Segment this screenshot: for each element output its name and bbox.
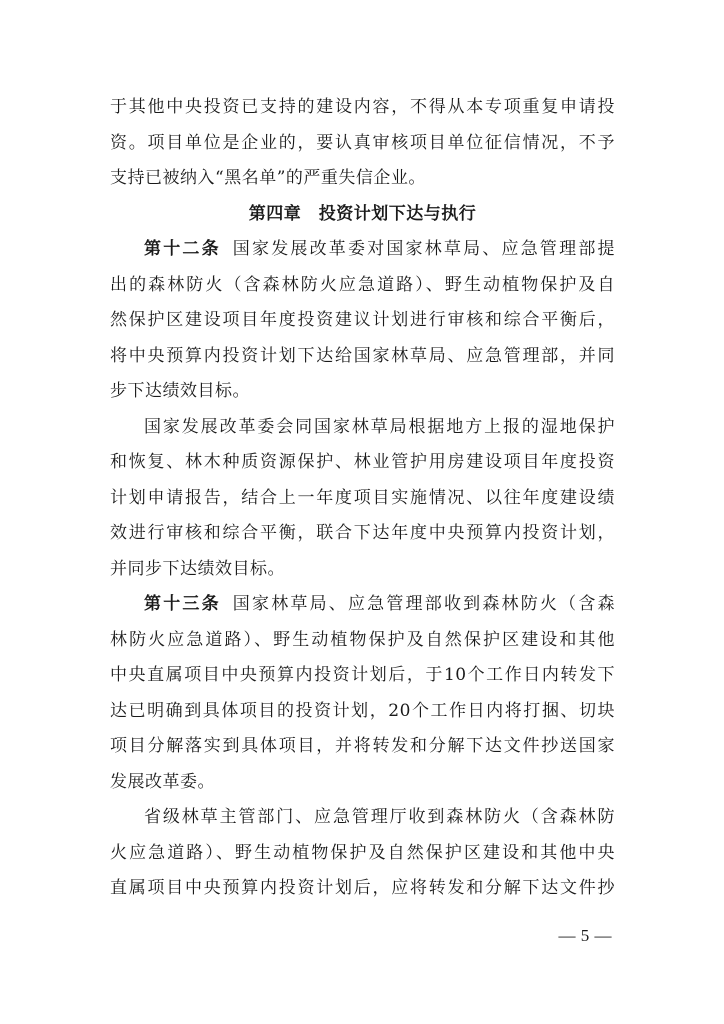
article-text: 国家林草局、应急管理部收到森林防火（含森	[232, 594, 616, 614]
text-line: 然保护区建设项目年度投资建议计划进行审核和综合平衡后，	[110, 310, 615, 330]
text-line: 步下达绩效目标。	[110, 381, 250, 401]
text-line: 国家发展改革委会同国家林草局根据地方上报的湿地保护	[144, 416, 615, 437]
paragraph-provincial	[110, 800, 615, 907]
text-line: 将中央预算内投资计划下达给国家林草局、应急管理部，并同	[110, 345, 615, 366]
text-line: 和恢复、林木种质资源保护、林业管护用房建设项目年度投资	[110, 452, 615, 472]
text-line: 直属项目中央预算内投资计划后，应将转发和分解下达文件抄	[110, 878, 615, 898]
text-line: 发展改革委。	[110, 771, 215, 792]
text-line: 于其他中央投资已支持的建设内容，不得从本专项重复申请投	[110, 97, 615, 117]
document-body	[110, 90, 615, 907]
article-13	[110, 587, 615, 800]
chapter-heading: 第四章 投资计划下达与执行	[248, 203, 477, 224]
article-12	[110, 232, 615, 410]
page-number: — 5 —	[558, 926, 612, 945]
text-line: 林防火应急道路）、野生动植物保护及自然保护区建设和其他	[110, 629, 615, 650]
text-line: 省级林草主管部门、应急管理厅收到森林防火（含森林防	[144, 807, 615, 827]
text-line: 项目分解落实到具体项目，并将转发和分解下达文件抄送国家	[110, 736, 615, 756]
text-line: 中央直属项目中央预算内投资计划后，于10个工作日内转发下	[110, 665, 615, 685]
paragraph-wetland	[110, 410, 615, 588]
text-line: 效进行审核和综合平衡，联合下达年度中央预算内投资计划，	[110, 523, 615, 543]
article-label: 第十二条	[144, 239, 221, 259]
text-line: 资。项目单位是企业的，要认真审核项目单位征信情况，不予	[110, 132, 615, 153]
article-label: 第十三条	[144, 594, 221, 614]
text-line: 计划申请报告，结合上一年度项目实施情况、以往年度建设绩	[110, 487, 615, 508]
text-line	[110, 587, 615, 623]
text-line: 达已明确到具体项目的投资计划，20个工作日内将打捆、切块	[110, 700, 615, 721]
text-line: 支持已被纳入“黑名单”的严重失信企业。	[110, 168, 426, 188]
text-line: 并同步下达绩效目标。	[110, 558, 285, 579]
text-line	[110, 232, 615, 268]
text-line: 火应急道路）、野生动植物保护及自然保护区建设和其他中央	[110, 842, 615, 863]
text-line: 出的森林防火（含森林防火应急道路）、野生动植物保护及自	[110, 274, 615, 295]
article-text: 国家发展改革委对国家林草局、应急管理部提	[232, 239, 616, 259]
paragraph-continuation	[110, 90, 615, 197]
